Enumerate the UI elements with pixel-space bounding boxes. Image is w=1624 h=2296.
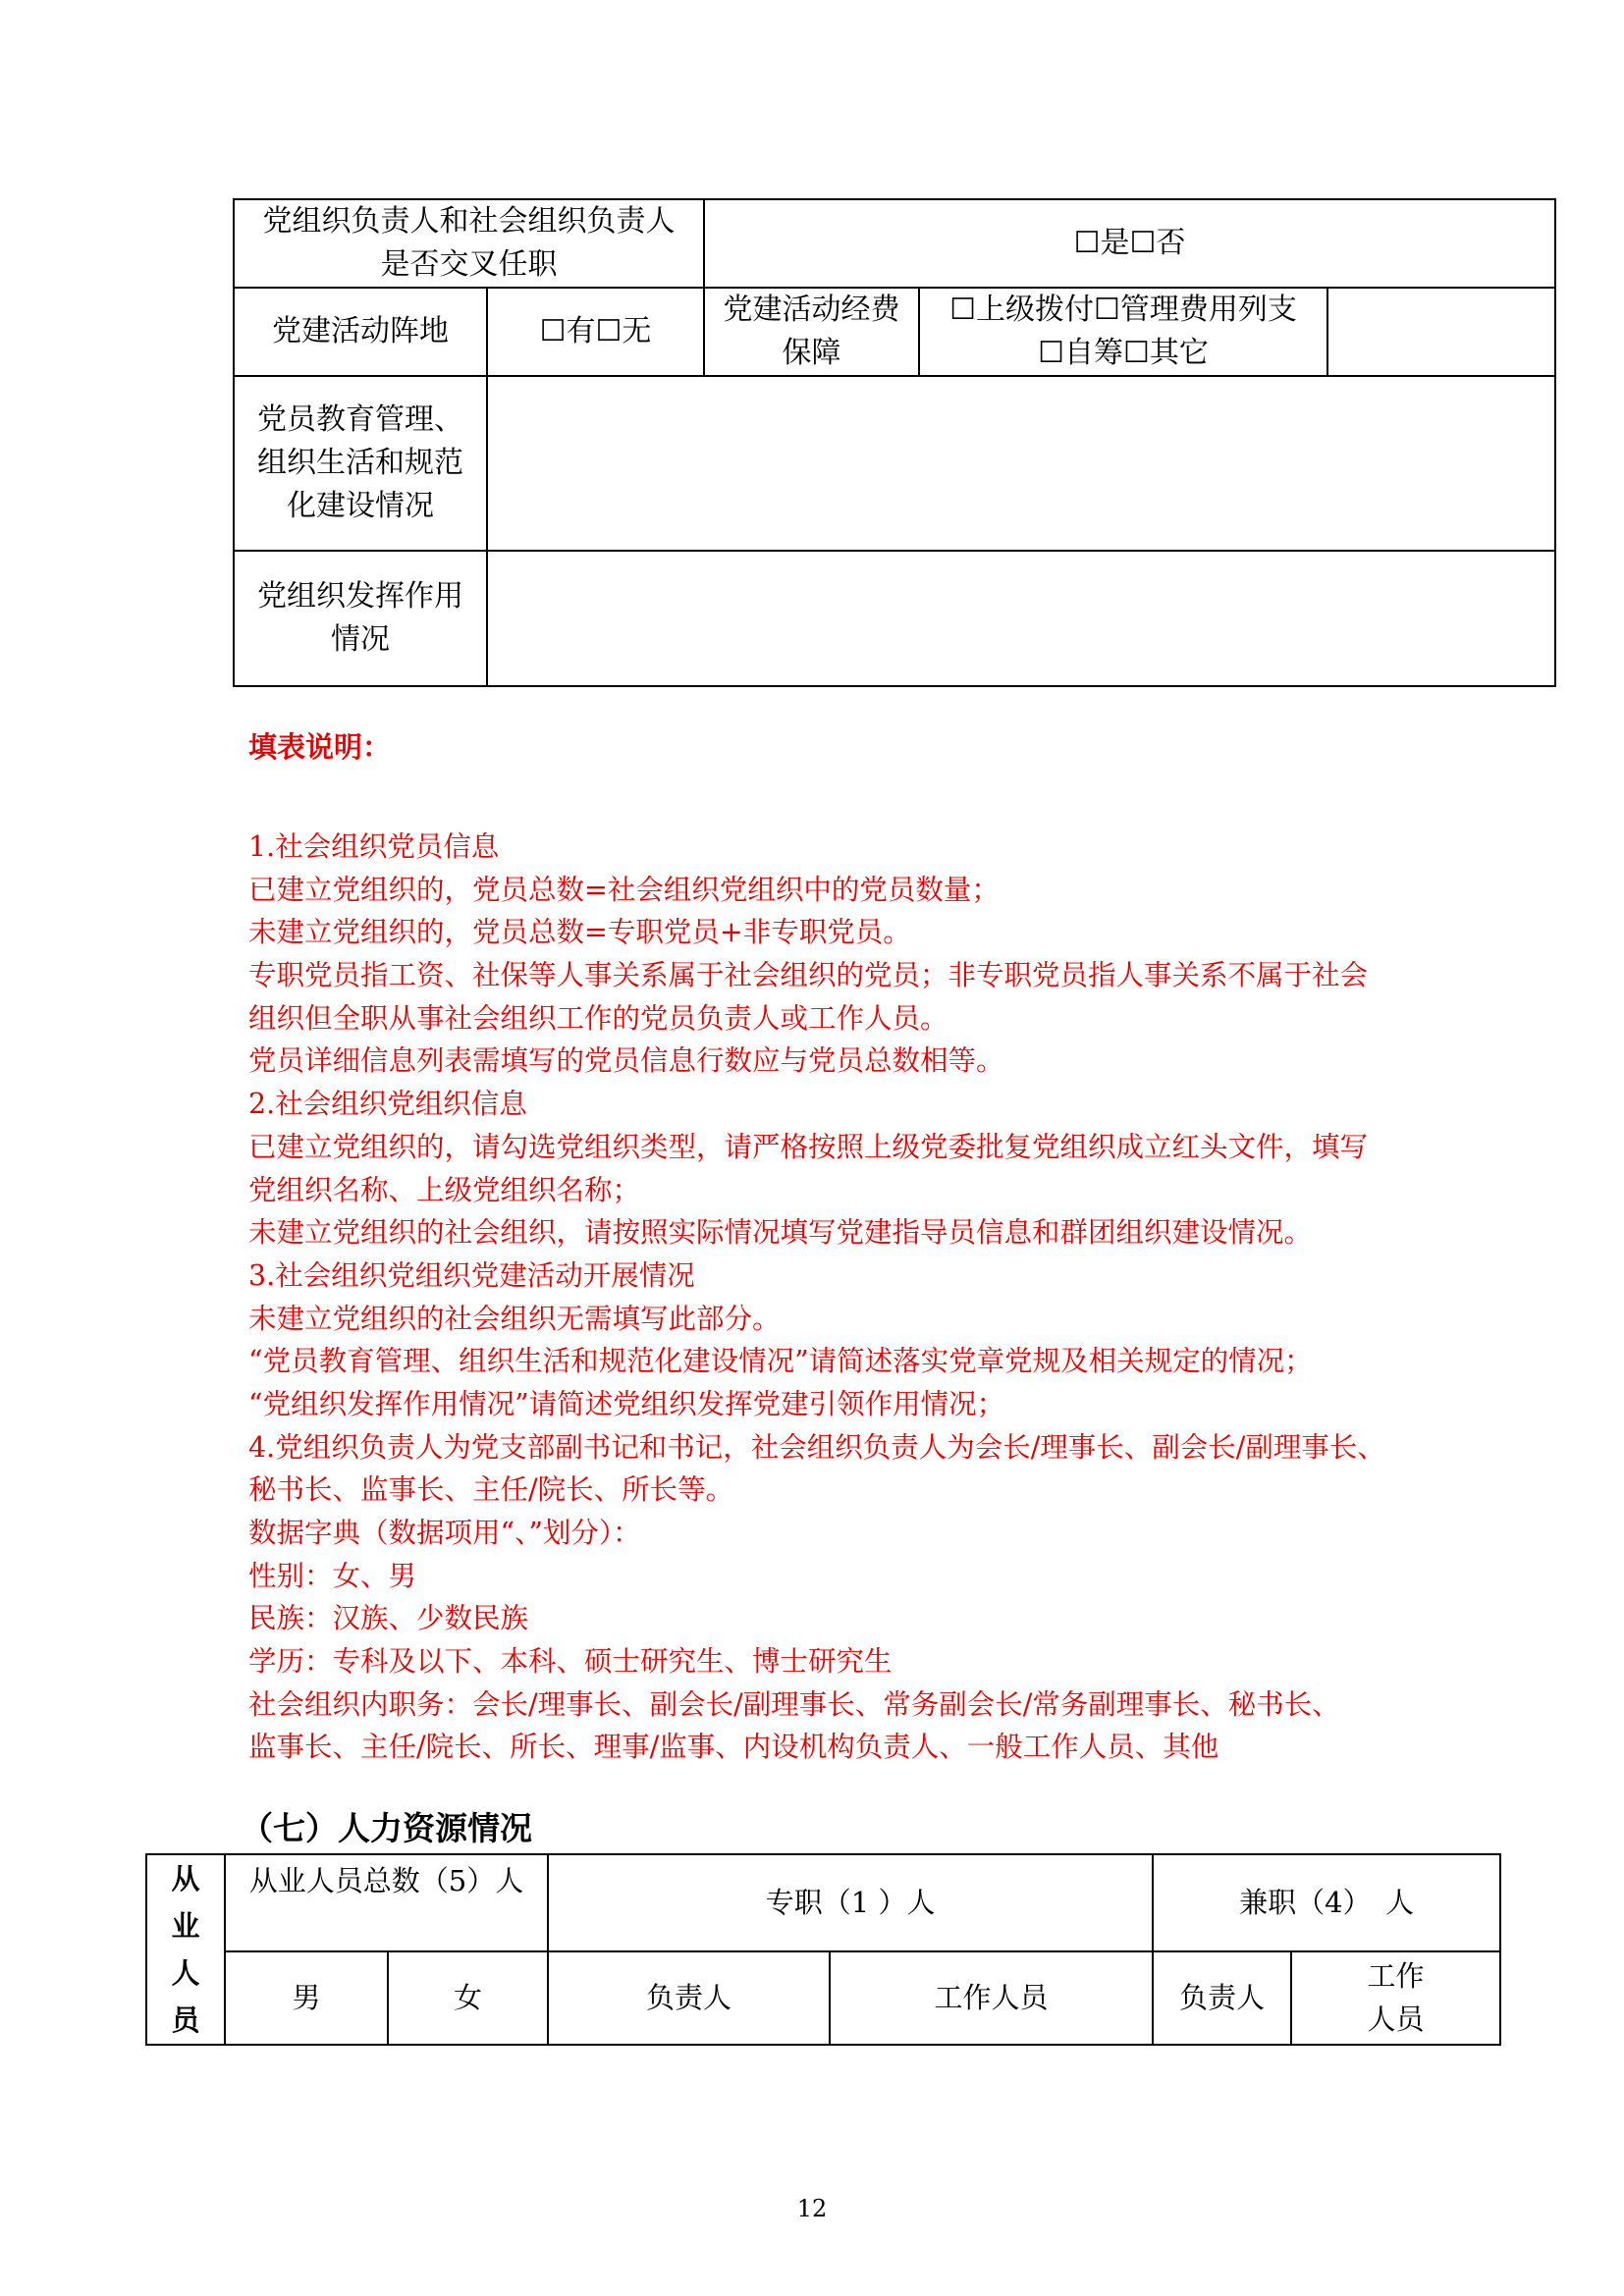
- activity-funding-label: 党建活动经费 保障: [704, 288, 919, 376]
- instruction-line: 组织但全职从事社会组织工作的党员负责人或工作人员。: [248, 1001, 948, 1035]
- parttime-head-label: 负责人: [1153, 1951, 1291, 2045]
- instruction-line: 党组织名称、上级党组织名称；: [248, 1173, 641, 1206]
- instruction-line: 社会组织内职务：会长/理事长、副会长/副理事长、常务副会长/常务副理事长、秘书长、: [248, 1687, 1340, 1721]
- party-role-field[interactable]: [487, 551, 1555, 686]
- section-title: （七）人力资源情况: [241, 1809, 532, 1847]
- cross-appointment-label: 党组织负责人和社会组织负责人 是否交叉任职: [234, 199, 704, 288]
- instruction-line: 秘书长、监事长、主任/院长、所长等。: [248, 1473, 734, 1507]
- member-education-label: 党员教育管理、 组织生活和规范 化建设情况: [234, 376, 487, 551]
- instruction-line: 3.社会组织党组织党建活动开展情况: [248, 1258, 695, 1292]
- female-label: 女: [388, 1951, 548, 2045]
- instruction-line: 民族：汉族、少数民族: [248, 1602, 529, 1635]
- activity-funding-extra-cell[interactable]: [1327, 288, 1555, 376]
- staff-side-label: 从 业 人 员: [146, 1854, 225, 2045]
- instruction-line: 2.社会组织党组织信息: [248, 1088, 527, 1121]
- parttime-count-cell[interactable]: 兼职（4） 人: [1153, 1854, 1500, 1951]
- staff-total-cell[interactable]: 从业人员总数（5）人: [225, 1854, 548, 1951]
- activity-site-checkbox[interactable]: ☐有☐无: [487, 288, 704, 376]
- parttime-staff-label: 工作 人员: [1291, 1951, 1500, 2045]
- instruction-line: 学历：专科及以下、本科、硕士研究生、博士研究生: [248, 1645, 893, 1679]
- instruction-line: 4.党组织负责人为党支部副书记和书记，社会组织负责人为会长/理事长、副会长/副理事长、: [248, 1430, 1385, 1464]
- activity-site-label: 党建活动阵地: [234, 288, 487, 376]
- instruction-line: 未建立党组织的，党员总数=专职党员+非专职党员。: [248, 916, 911, 949]
- page-number: 12: [796, 2195, 828, 2222]
- cross-appointment-checkbox[interactable]: ☐是☐否: [704, 199, 1555, 288]
- filling-instructions: [248, 725, 1554, 1769]
- fulltime-count-cell[interactable]: 专职（1 ）人: [548, 1854, 1153, 1951]
- instruction-line: 未建立党组织的社会组织，请按照实际情况填写党建指导员信息和群团组织建设情况。: [248, 1216, 1313, 1250]
- instruction-line: 1.社会组织党员信息: [248, 830, 500, 863]
- instructions-title: 填表说明：: [248, 730, 392, 764]
- instruction-line: 已建立党组织的，请勾选党组织类型，请严格按照上级党委批复党组织成立红头文件，填写: [248, 1130, 1369, 1163]
- instruction-line: 性别：女、男: [248, 1559, 417, 1592]
- instruction-line: 数据字典（数据项用“、”划分）：: [248, 1517, 641, 1549]
- instruction-line: 已建立党组织的，党员总数=社会组织党组织中的党员数量；: [248, 873, 1000, 906]
- instruction-line: 监事长、主任/院长、所长、理事/监事、内设机构负责人、一般工作人员、其他: [248, 1731, 1219, 1764]
- human-resources-table: [145, 1853, 1501, 2046]
- instruction-line: 党员详细信息列表需填写的党员信息行数应与党员总数相等。: [248, 1044, 1004, 1078]
- instruction-line: 专职党员指工资、社保等人事关系属于社会组织的党员；非专职党员指人事关系不属于社会: [248, 959, 1369, 992]
- instruction-line: “党员教育管理、组织生活和规范化建设情况”请简述落实党章党规及相关规定的情况；: [248, 1345, 1313, 1378]
- member-education-field[interactable]: [487, 376, 1555, 551]
- party-activity-table: [233, 198, 1556, 687]
- fulltime-staff-label: 工作人员: [830, 1951, 1153, 2045]
- party-role-label: 党组织发挥作用 情况: [234, 551, 487, 686]
- instruction-line: 未建立党组织的社会组织无需填写此部分。: [248, 1302, 781, 1335]
- instruction-line: “党组织发挥作用情况”请简述党组织发挥党建引领作用情况；: [248, 1387, 1005, 1420]
- fulltime-head-label: 负责人: [548, 1951, 830, 2045]
- activity-funding-checkbox[interactable]: ☐上级拨付☐管理费用列支 ☐自筹☐其它: [919, 288, 1327, 376]
- male-label: 男: [225, 1951, 388, 2045]
